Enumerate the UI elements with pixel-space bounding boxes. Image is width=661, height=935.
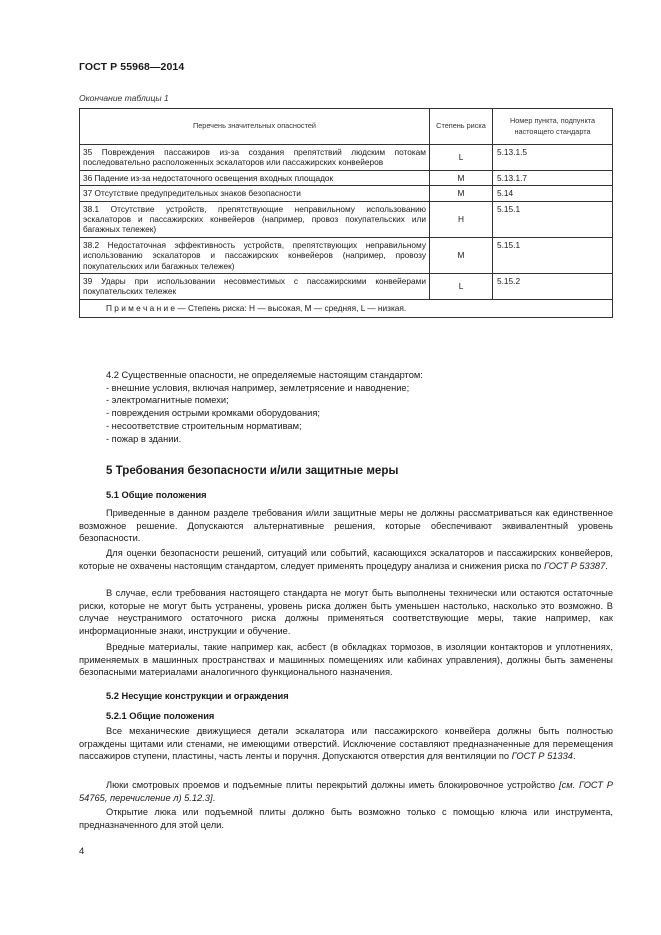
paragraph-text: Для оценки безопасности решений, ситуаций или событий, касающихся эскалаторов и пассажирских конвейеров, которые не охвачены настоящим стандартом, следует применять процедуру анализа и снижения риска по	[79, 548, 613, 571]
hazard-list-item: - повреждения острыми кромками оборудования;	[106, 408, 320, 419]
table-row	[80, 145, 613, 171]
table-note: П р и м е ч а н и е — Степень риска: Н — высокая, М — средняя, L — низкая.	[80, 299, 613, 317]
column-header-level: Степень риска	[430, 109, 493, 145]
table-row	[80, 186, 613, 201]
table-row	[80, 237, 613, 273]
paragraph-5-1-3: В случае, если требования настоящего стандарта не могут быть выполнены технически или остаются остаточные риски, которые не могут быть устранены, уровень риска должен быть уменьшен настолько, насколько это возможно. В случае неустранимого остаточного риска должны применяться соответствующие меры, такие например, как информационные знаки, инструкции и обучение.	[79, 588, 613, 637]
risk-level-cell: M	[430, 170, 493, 185]
table-note-row	[80, 299, 613, 317]
paragraph-text: Все механические движущиеся детали эскалатора или пассажирского конвейера должны быть полностью ограждены щитами или стенами, не имеющими отверстий. Исключение составляют предназначенные для перемещения пассажиров ступени, пластины, часть ленты и поручня. Допускаются отверстия для вентиляции по	[79, 726, 613, 762]
risk-level-cell: H	[430, 201, 493, 237]
hazard-cell: 38.2 Недостаточная эффективность устройств, препятствующих неправильному использованию эскалаторов и пассажирских конвейеров (например, провозу покупательских или багажных тележек)	[80, 237, 430, 273]
paragraph-5-2-1-1	[79, 725, 613, 763]
clause-ref-cell: 5.13.1.7	[493, 170, 613, 185]
hazard-cell: 39 Удары при использовании несовместимых с пассажирскими конвейерами покупательских тележек	[80, 274, 430, 300]
page-number: 4	[79, 846, 85, 857]
standard-title: ГОСТ Р 55968—2014	[79, 61, 185, 73]
paragraph-5-2-1-2	[79, 779, 613, 804]
table-row	[80, 170, 613, 185]
standard-reference: ГОСТ Р 51334	[511, 751, 573, 762]
paragraph-5-1-1: Приведенные в данном разделе требования и/или защитные меры не должны рассматриваться как единственное возможное решение. Допускаются альтернативные решения, которые обеспечивают эквивалентный уровень безопасности.	[79, 508, 613, 544]
standard-reference: ГОСТ Р 53387	[543, 560, 606, 571]
hazard-cell: 38.1 Отсутствие устройств, препятствующие неправильному использованию эскалаторов и пассажирских конвейеров (например, провоз покупательских или багажных тележек)	[80, 201, 430, 237]
paragraph-5-1-4: Вредные материалы, такие например как, асбест (в обкладках тормозов, в изоляции контакторов и уплотнениях, применяемых в машинных пространствах и машинных помещениях или кабинах управления), должны быть заменены безопасными материалами аналогичного функционального назначения.	[79, 642, 613, 678]
section-5-heading: 5 Требования безопасности и/или защитные меры	[106, 464, 399, 477]
hazard-list-item: - электромагнитные помехи;	[106, 395, 229, 406]
risk-level-cell: M	[430, 186, 493, 201]
paragraph-5-2-1-3: Открытие люка или подъемной плиты должно быть возможно только с помощью ключа или инструмента, предназначенного для этой цели.	[79, 807, 613, 830]
hazard-table	[79, 108, 613, 318]
clause-ref-cell: 5.15.2	[493, 274, 613, 300]
section-5-1-heading: 5.1 Общие положения	[106, 490, 207, 500]
hazard-list-item: - внешние условия, включая например, землетрясение и наводнение;	[106, 382, 410, 393]
table-row	[80, 201, 613, 237]
paragraph-end: .	[212, 792, 216, 803]
risk-level-cell: M	[430, 237, 493, 273]
hazard-table-body	[80, 145, 613, 300]
section-4-2	[106, 369, 613, 445]
table-header-row	[80, 109, 613, 145]
hazard-cell: 37 Отсутствие предупредительных знаков безопасности	[80, 186, 430, 201]
risk-level-cell: L	[430, 145, 493, 171]
column-header-hazard: Перечень значительных опасностей	[80, 109, 430, 145]
paragraph-end: .	[605, 560, 608, 571]
paragraph-5-1-2	[79, 547, 613, 572]
hazard-cell: 36 Падение из-за недостаточного освещения входных площадок	[80, 170, 430, 185]
standard-reference: [см. ГОСТ Р 54765, перечисление л) 5.12.3]	[79, 780, 614, 803]
clause-ref-cell: 5.15.1	[493, 201, 613, 237]
risk-level-cell: L	[430, 274, 493, 300]
clause-ref-cell: 5.14	[493, 186, 613, 201]
clause-ref-cell: 5.13.1.5	[493, 145, 613, 171]
hazard-cell: 35 Повреждения пассажиров из-за создания препятствий людским потокам последовательно расположенных эскалаторов или пассажирских конвейеров	[80, 145, 430, 171]
paragraph-text: Люки смотровых проемов и подъемные плиты перекрытий должны иметь блокировочное устройство	[106, 780, 556, 790]
table-caption: Окончание таблицы 1	[79, 93, 169, 103]
section-4-2-intro: 4.2 Существенные опасности, не определяемые настоящим стандартом:	[106, 370, 423, 380]
hazard-list-item: - пожар в здании.	[106, 433, 182, 444]
clause-ref-cell: 5.15.1	[493, 237, 613, 273]
section-5-2-1-heading: 5.2.1 Общие положения	[106, 711, 215, 721]
section-5-2-heading: 5.2 Несущие конструкции и ограждения	[106, 691, 289, 701]
hazard-list-item: - несоответствие строительным нормативам;	[106, 420, 302, 431]
table-row	[80, 274, 613, 300]
paragraph-end: .	[572, 751, 576, 762]
column-header-ref: Номер пункта, подпункта настоящего стандарта	[493, 109, 613, 145]
